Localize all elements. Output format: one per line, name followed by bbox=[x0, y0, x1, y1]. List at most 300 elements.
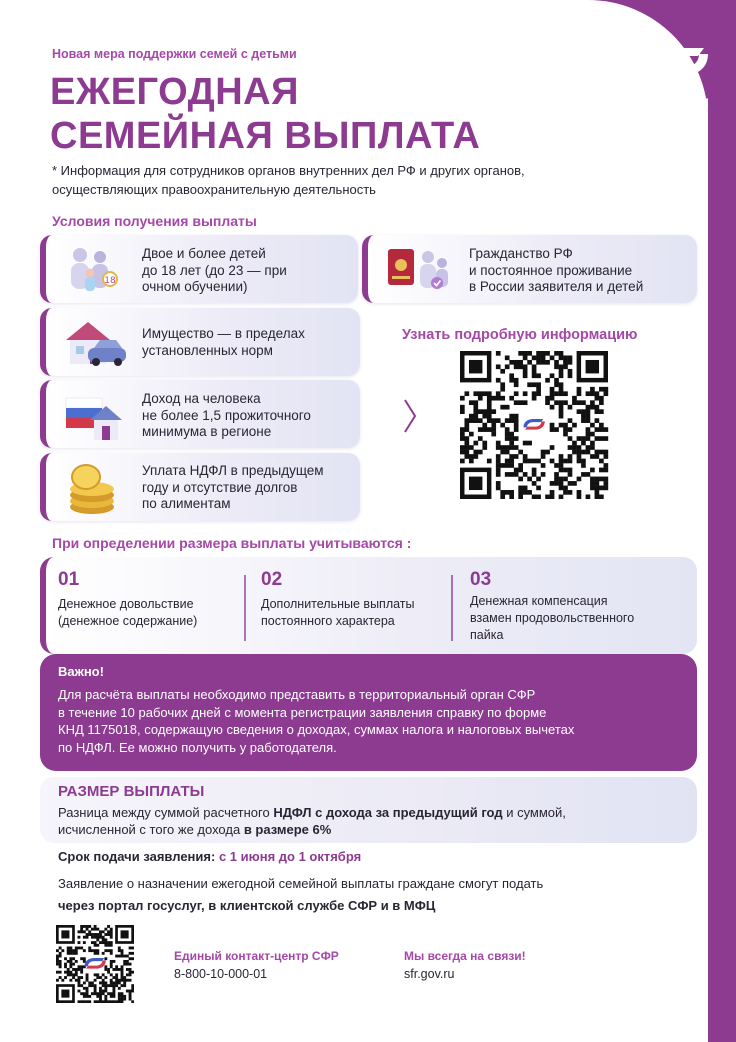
qr-module bbox=[532, 468, 537, 473]
qr-module bbox=[88, 995, 91, 998]
qr-module bbox=[487, 405, 492, 410]
qr-module bbox=[121, 976, 124, 979]
qr-module bbox=[83, 987, 86, 990]
qr-module bbox=[563, 400, 568, 405]
qr-module bbox=[586, 409, 591, 414]
qr-module bbox=[550, 481, 555, 486]
qr-module bbox=[577, 490, 582, 495]
qr-module bbox=[104, 1000, 107, 1003]
qr-module bbox=[129, 990, 132, 993]
qr-module bbox=[460, 436, 465, 441]
qr-module bbox=[94, 936, 97, 939]
qr-code-footer[interactable] bbox=[56, 925, 134, 1003]
qr-module bbox=[94, 949, 97, 952]
qr-module bbox=[500, 405, 505, 410]
qr-module bbox=[115, 955, 118, 958]
qr-module bbox=[604, 450, 609, 455]
qr-module bbox=[86, 973, 89, 976]
qr-module bbox=[487, 414, 492, 419]
qr-module bbox=[550, 396, 555, 401]
qr-module bbox=[523, 369, 528, 374]
qr-module bbox=[107, 933, 110, 936]
qr-module bbox=[514, 360, 519, 365]
qr-module bbox=[482, 409, 487, 414]
qr-module bbox=[482, 423, 487, 428]
qr-module bbox=[61, 949, 64, 952]
qr-module bbox=[115, 968, 118, 971]
qr-module bbox=[118, 968, 121, 971]
qr-module bbox=[121, 968, 124, 971]
qr-module bbox=[129, 963, 132, 966]
qr-module bbox=[532, 459, 537, 464]
contact-phone[interactable]: 8-800-10-000-01 bbox=[174, 967, 268, 981]
qr-module bbox=[599, 450, 604, 455]
qr-module bbox=[129, 992, 132, 995]
qr-module bbox=[586, 445, 591, 450]
qr-module bbox=[559, 405, 564, 410]
qr-module bbox=[586, 427, 591, 432]
qr-module bbox=[86, 928, 89, 931]
qr-module bbox=[75, 947, 78, 950]
coins-icon bbox=[60, 461, 124, 513]
qr-module bbox=[527, 459, 532, 464]
qr-module bbox=[86, 979, 89, 982]
qr-module bbox=[518, 477, 523, 482]
qr-module bbox=[69, 973, 72, 976]
qr-module bbox=[464, 418, 469, 423]
qr-module bbox=[527, 360, 532, 365]
qr-module bbox=[110, 960, 113, 963]
qr-module bbox=[505, 432, 510, 437]
qr-module bbox=[78, 941, 81, 944]
qr-module bbox=[518, 450, 523, 455]
qr-module bbox=[509, 495, 514, 499]
title-line-1: ЕЖЕГОДНАЯ bbox=[50, 71, 299, 113]
qr-module bbox=[559, 414, 564, 419]
qr-module bbox=[107, 1000, 110, 1003]
qr-module bbox=[568, 459, 573, 464]
qr-module bbox=[112, 976, 115, 979]
important-text: Для расчёта выплаты необходимо представить в территориальный орган СФР в течение 10 рабочих дней с момента регистрации заявления справку по форме КНД 1175018, содержащую сведения о доходах, суммах налога и налоговых вычетах по НДФЛ. Ее можно получить у работодателя. bbox=[58, 687, 575, 755]
qr-module bbox=[121, 984, 124, 987]
web-contact bbox=[404, 949, 526, 981]
qr-module bbox=[69, 952, 72, 955]
factor-1 bbox=[58, 569, 197, 630]
qr-module bbox=[99, 992, 102, 995]
qr-module bbox=[91, 941, 94, 944]
qr-module bbox=[96, 949, 99, 952]
qr-module bbox=[123, 998, 126, 1001]
qr-module bbox=[491, 396, 496, 401]
flag-house-icon bbox=[60, 388, 124, 440]
qr-module bbox=[110, 952, 113, 955]
qr-module bbox=[107, 949, 110, 952]
qr-module bbox=[67, 949, 70, 952]
qr-module bbox=[595, 481, 600, 486]
qr-module bbox=[118, 998, 121, 1001]
qr-module bbox=[491, 427, 496, 432]
qr-module bbox=[518, 364, 523, 369]
qr-module bbox=[604, 387, 609, 392]
qr-module bbox=[112, 987, 115, 990]
qr-module bbox=[129, 947, 132, 950]
qr-module bbox=[496, 441, 501, 446]
important-panel bbox=[40, 654, 697, 771]
qr-module bbox=[67, 973, 70, 976]
qr-module bbox=[599, 468, 604, 473]
qr-module bbox=[487, 391, 492, 396]
qr-module bbox=[577, 459, 582, 464]
qr-module bbox=[123, 960, 126, 963]
qr-module bbox=[536, 477, 541, 482]
qr-module bbox=[554, 481, 559, 486]
qr-module bbox=[69, 949, 72, 952]
qr-module bbox=[487, 427, 492, 432]
qr-module bbox=[559, 468, 564, 473]
qr-module bbox=[469, 414, 474, 419]
condition-text: Уплата НДФЛ в предыдущем году и отсутствие долгов по алиментам bbox=[142, 463, 324, 511]
qr-module bbox=[509, 396, 514, 401]
qr-module bbox=[131, 987, 134, 990]
qr-module bbox=[107, 941, 110, 944]
qr-module bbox=[86, 925, 89, 928]
qr-module bbox=[126, 979, 129, 982]
qr-module bbox=[473, 414, 478, 419]
qr-module bbox=[514, 364, 519, 369]
factors-heading: При определении размера выплаты учитываются : bbox=[52, 535, 412, 551]
qr-module bbox=[568, 490, 573, 495]
qr-module bbox=[123, 979, 126, 982]
qr-module bbox=[69, 960, 72, 963]
qr-module bbox=[545, 360, 550, 365]
qr-module bbox=[104, 933, 107, 936]
qr-module bbox=[131, 1000, 134, 1003]
qr-module bbox=[554, 391, 559, 396]
qr-module bbox=[554, 472, 559, 477]
qr-module bbox=[550, 355, 555, 360]
qr-module bbox=[577, 495, 582, 499]
qr-module bbox=[78, 979, 81, 982]
qr-module bbox=[80, 947, 83, 950]
qr-module bbox=[532, 481, 537, 486]
qr-heading: Узнать подробную информацию bbox=[402, 327, 638, 343]
qr-module bbox=[518, 468, 523, 473]
qr-module bbox=[107, 992, 110, 995]
qr-module bbox=[509, 436, 514, 441]
qr-module bbox=[56, 949, 59, 952]
audience-note bbox=[52, 161, 652, 199]
qr-module bbox=[550, 405, 555, 410]
qr-module bbox=[64, 963, 67, 966]
qr-module bbox=[94, 952, 97, 955]
qr-module bbox=[536, 391, 541, 396]
qr-module bbox=[577, 454, 582, 459]
qr-module bbox=[563, 391, 568, 396]
qr-module bbox=[581, 463, 586, 468]
qr-module bbox=[80, 971, 83, 974]
qr-module bbox=[80, 992, 83, 995]
qr-module bbox=[102, 941, 105, 944]
qr-module bbox=[482, 414, 487, 419]
qr-module bbox=[91, 949, 94, 952]
qr-module bbox=[86, 995, 89, 998]
qr-module bbox=[496, 396, 501, 401]
qr-module bbox=[604, 463, 609, 468]
qr-module bbox=[88, 1000, 91, 1003]
qr-module bbox=[554, 382, 559, 387]
qr-module bbox=[112, 984, 115, 987]
qr-module bbox=[131, 984, 134, 987]
qr-module bbox=[80, 968, 83, 971]
qr-module bbox=[572, 481, 577, 486]
qr-module bbox=[523, 472, 528, 477]
sfr-logo-icon bbox=[648, 40, 712, 84]
qr-module bbox=[505, 459, 510, 464]
qr-module bbox=[550, 373, 555, 378]
qr-module bbox=[88, 933, 91, 936]
qr-module bbox=[541, 463, 546, 468]
qr-module bbox=[590, 432, 595, 437]
qr-module bbox=[102, 973, 105, 976]
qr-module bbox=[64, 957, 67, 960]
qr-module bbox=[604, 454, 609, 459]
qr-module bbox=[115, 976, 118, 979]
qr-module bbox=[523, 364, 528, 369]
qr-module bbox=[590, 468, 595, 473]
qr-module bbox=[464, 391, 469, 396]
qr-module bbox=[126, 963, 129, 966]
qr-module bbox=[72, 949, 75, 952]
svg-text:18: 18 bbox=[104, 276, 116, 286]
qr-module bbox=[581, 472, 586, 477]
qr-module bbox=[595, 418, 600, 423]
qr-module bbox=[541, 454, 546, 459]
qr-module bbox=[64, 976, 67, 979]
qr-module bbox=[599, 495, 604, 499]
qr-module bbox=[102, 979, 105, 982]
qr-module bbox=[110, 1000, 113, 1003]
condition-card-citizenship bbox=[362, 235, 697, 303]
qr-module bbox=[102, 992, 105, 995]
qr-module bbox=[554, 364, 559, 369]
qr-module bbox=[126, 960, 129, 963]
qr-module bbox=[595, 490, 600, 495]
qr-module bbox=[523, 355, 528, 360]
qr-module bbox=[509, 490, 514, 495]
qr-module bbox=[75, 971, 78, 974]
qr-module bbox=[102, 952, 105, 955]
qr-module bbox=[505, 405, 510, 410]
page-title bbox=[50, 70, 480, 158]
qr-module bbox=[469, 445, 474, 450]
qr-module bbox=[581, 418, 586, 423]
qr-module bbox=[509, 463, 514, 468]
qr-module bbox=[518, 351, 523, 356]
qr-module bbox=[78, 990, 81, 993]
qr-module bbox=[559, 459, 564, 464]
qr-module bbox=[104, 965, 107, 968]
qr-module bbox=[554, 400, 559, 405]
qr-module bbox=[96, 995, 99, 998]
qr-module bbox=[514, 418, 519, 423]
qr-module bbox=[460, 445, 465, 450]
qr-module bbox=[121, 952, 124, 955]
qr-module bbox=[514, 427, 519, 432]
qr-module bbox=[473, 454, 478, 459]
qr-module bbox=[559, 481, 564, 486]
qr-module bbox=[107, 944, 110, 947]
qr-module bbox=[590, 400, 595, 405]
qr-module bbox=[523, 490, 528, 495]
qr-module bbox=[514, 378, 519, 383]
qr-module bbox=[586, 391, 591, 396]
qr-module bbox=[559, 369, 564, 374]
qr-module bbox=[496, 351, 501, 356]
qr-module bbox=[514, 391, 519, 396]
subtitle: Новая мера поддержки семей с детьми bbox=[52, 47, 297, 61]
qr-module bbox=[518, 360, 523, 365]
qr-module bbox=[67, 952, 70, 955]
qr-module bbox=[487, 459, 492, 464]
qr-module bbox=[545, 351, 550, 356]
qr-module bbox=[94, 933, 97, 936]
qr-module bbox=[496, 454, 501, 459]
qr-module bbox=[496, 486, 501, 491]
qr-module bbox=[75, 973, 78, 976]
qr-module bbox=[464, 427, 469, 432]
qr-module bbox=[487, 418, 492, 423]
qr-module bbox=[559, 423, 564, 428]
qr-module bbox=[104, 984, 107, 987]
qr-module bbox=[563, 468, 568, 473]
qr-module bbox=[99, 930, 102, 933]
note-line-1: * Информация для сотрудников органов внутренних дел РФ и других органов, bbox=[52, 163, 525, 178]
qr-module bbox=[469, 432, 474, 437]
qr-module bbox=[482, 441, 487, 446]
qr-module bbox=[545, 378, 550, 383]
qr-module bbox=[586, 472, 591, 477]
qr-module bbox=[69, 979, 72, 982]
qr-module bbox=[563, 459, 568, 464]
qr-module bbox=[559, 400, 564, 405]
qr-module bbox=[509, 360, 514, 365]
qr-module bbox=[545, 495, 550, 499]
qr-module bbox=[509, 459, 514, 464]
factor-number: 02 bbox=[261, 569, 283, 590]
qr-module bbox=[121, 949, 124, 952]
qr-module bbox=[102, 1000, 105, 1003]
qr-module bbox=[577, 391, 582, 396]
qr-module bbox=[110, 981, 113, 984]
qr-module bbox=[599, 459, 604, 464]
qr-module bbox=[482, 427, 487, 432]
qr-module bbox=[88, 981, 91, 984]
condition-text: Доход на человека не более 1,5 прожиточного минимума в регионе bbox=[142, 391, 311, 439]
qr-module bbox=[590, 441, 595, 446]
qr-module bbox=[121, 995, 124, 998]
qr-module bbox=[78, 1000, 81, 1003]
qr-module bbox=[129, 968, 132, 971]
qr-module bbox=[473, 418, 478, 423]
qr-module bbox=[559, 373, 564, 378]
qr-module bbox=[110, 984, 113, 987]
qr-module bbox=[464, 441, 469, 446]
qr-module bbox=[541, 450, 546, 455]
qr-module bbox=[491, 423, 496, 428]
qr-module bbox=[523, 459, 528, 464]
qr-module bbox=[104, 976, 107, 979]
qr-module bbox=[86, 992, 89, 995]
qr-module bbox=[500, 369, 505, 374]
qr-module bbox=[491, 432, 496, 437]
qr-module bbox=[536, 351, 541, 356]
qr-finder bbox=[61, 990, 69, 998]
qr-module bbox=[550, 427, 555, 432]
qr-module bbox=[505, 463, 510, 468]
qr-module bbox=[568, 373, 573, 378]
qr-module bbox=[568, 436, 573, 441]
qr-module bbox=[94, 944, 97, 947]
qr-module bbox=[110, 995, 113, 998]
qr-module bbox=[94, 984, 97, 987]
qr-module bbox=[460, 409, 465, 414]
qr-module bbox=[572, 445, 577, 450]
qr-module bbox=[577, 409, 582, 414]
qr-module bbox=[110, 944, 113, 947]
qr-module bbox=[78, 930, 81, 933]
qr-module bbox=[99, 995, 102, 998]
qr-module bbox=[123, 984, 126, 987]
payment-size-panel bbox=[40, 777, 697, 843]
qr-module bbox=[500, 445, 505, 450]
qr-module bbox=[559, 486, 564, 491]
qr-finder bbox=[469, 477, 482, 490]
qr-module bbox=[514, 454, 519, 459]
web-url[interactable]: sfr.gov.ru bbox=[404, 967, 455, 981]
qr-code-main[interactable] bbox=[460, 351, 610, 499]
qr-module bbox=[590, 477, 595, 482]
qr-module bbox=[131, 990, 134, 993]
qr-finder bbox=[469, 360, 482, 373]
qr-module bbox=[99, 936, 102, 939]
qr-module bbox=[110, 949, 113, 952]
qr-module bbox=[94, 987, 97, 990]
qr-module bbox=[59, 947, 62, 950]
note-line-2: осуществляющих правоохранительную деятельность bbox=[52, 182, 376, 197]
qr-module bbox=[99, 976, 102, 979]
qr-module bbox=[104, 928, 107, 931]
qr-module bbox=[110, 930, 113, 933]
qr-module bbox=[509, 432, 514, 437]
qr-module bbox=[563, 432, 568, 437]
qr-module bbox=[91, 933, 94, 936]
qr-module bbox=[554, 477, 559, 482]
qr-module bbox=[129, 973, 132, 976]
qr-module bbox=[86, 987, 89, 990]
qr-module bbox=[478, 450, 483, 455]
qr-module bbox=[129, 971, 132, 974]
qr-module bbox=[545, 450, 550, 455]
qr-module bbox=[599, 409, 604, 414]
qr-module bbox=[83, 925, 86, 928]
qr-module bbox=[491, 418, 496, 423]
qr-module bbox=[568, 472, 573, 477]
qr-module bbox=[509, 441, 514, 446]
qr-module bbox=[99, 998, 102, 1001]
qr-module bbox=[554, 427, 559, 432]
qr-module bbox=[496, 459, 501, 464]
qr-module bbox=[464, 450, 469, 455]
